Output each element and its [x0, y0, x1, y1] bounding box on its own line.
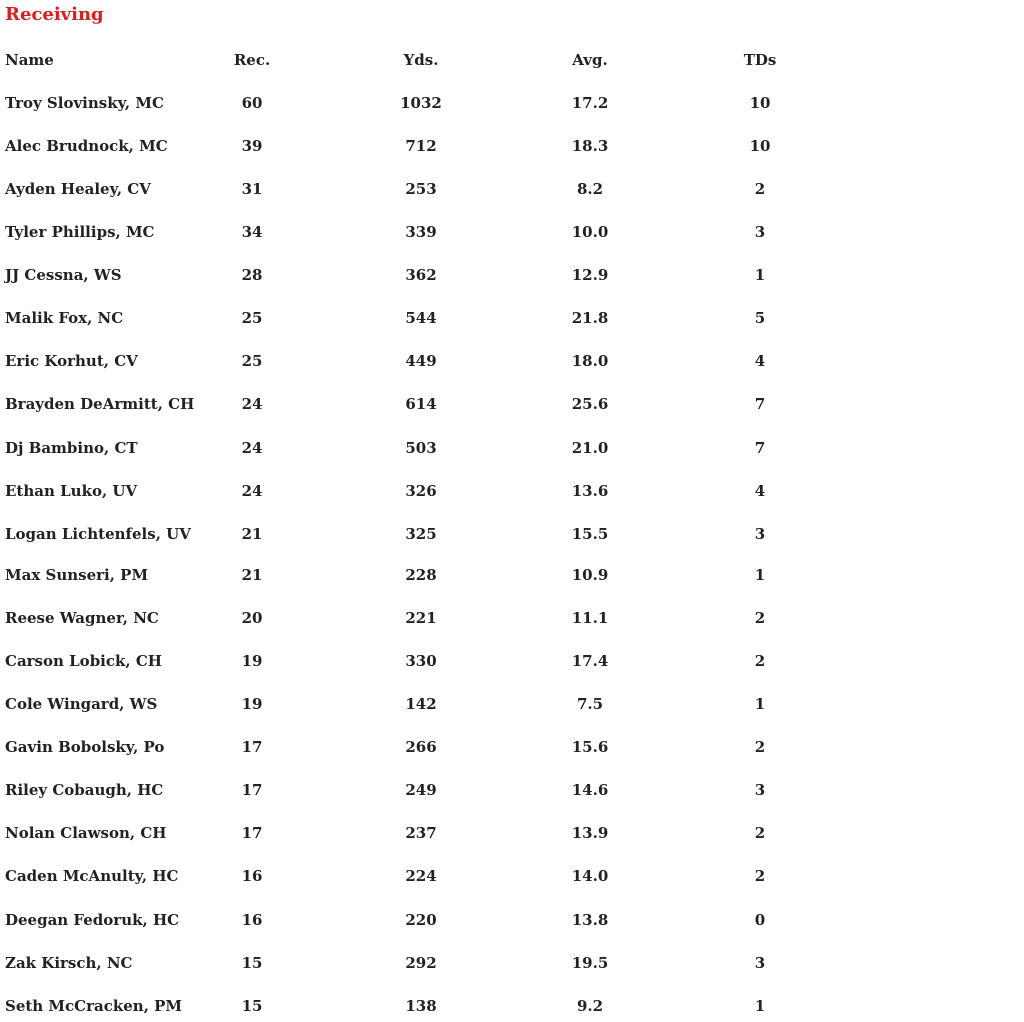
cell-touchdowns: 3 — [754, 954, 766, 972]
cell-touchdowns: 2 — [754, 180, 766, 198]
cell-average: 15.6 — [571, 738, 609, 756]
cell-average: 18.3 — [571, 137, 609, 155]
cell-average: 13.8 — [571, 911, 609, 929]
cell-receptions: 31 — [241, 180, 263, 198]
cell-player-name: Logan Lichtenfels, UV — [5, 525, 191, 543]
cell-player-name: Ethan Luko, UV — [5, 482, 138, 500]
cell-player-name: Nolan Clawson, CH — [5, 824, 167, 842]
cell-receptions: 34 — [241, 223, 263, 241]
cell-touchdowns: 1 — [754, 997, 766, 1015]
cell-receptions: 19 — [241, 652, 263, 670]
cell-touchdowns: 5 — [754, 309, 766, 327]
cell-yards: 224 — [405, 867, 437, 885]
header-name: Name — [5, 51, 54, 69]
table-row — [0, 436, 1024, 460]
cell-average: 17.4 — [571, 652, 609, 670]
header-avg: Avg. — [572, 51, 608, 69]
cell-yards: 221 — [405, 609, 437, 627]
cell-receptions: 19 — [241, 695, 263, 713]
table-row — [0, 908, 1024, 932]
cell-yards: 142 — [405, 695, 437, 713]
cell-receptions: 39 — [241, 137, 263, 155]
cell-yards: 228 — [405, 566, 437, 584]
cell-yards: 292 — [405, 954, 437, 972]
cell-yards: 362 — [405, 266, 437, 284]
table-row — [0, 735, 1024, 759]
header-rec: Rec. — [233, 51, 271, 69]
table-row — [0, 778, 1024, 802]
cell-touchdowns: 1 — [754, 695, 766, 713]
cell-yards: 325 — [405, 525, 437, 543]
cell-receptions: 24 — [241, 395, 263, 413]
cell-touchdowns: 4 — [754, 482, 766, 500]
table-row — [0, 392, 1024, 416]
cell-player-name: Max Sunseri, PM — [5, 566, 149, 584]
cell-player-name: Malik Fox, NC — [5, 309, 124, 327]
cell-average: 13.6 — [571, 482, 609, 500]
cell-touchdowns: 2 — [754, 867, 766, 885]
cell-player-name: Tyler Phillips, MC — [5, 223, 155, 241]
cell-player-name: Riley Cobaugh, HC — [5, 781, 164, 799]
table-row — [0, 649, 1024, 673]
cell-player-name: Seth McCracken, PM — [5, 997, 183, 1015]
cell-average: 15.5 — [571, 525, 609, 543]
cell-touchdowns: 10 — [749, 94, 771, 112]
cell-receptions: 15 — [241, 954, 263, 972]
cell-average: 25.6 — [571, 395, 609, 413]
cell-receptions: 17 — [241, 738, 263, 756]
cell-touchdowns: 1 — [754, 566, 766, 584]
table-row — [0, 479, 1024, 503]
cell-player-name: Troy Slovinsky, MC — [5, 94, 164, 112]
cell-receptions: 16 — [241, 911, 263, 929]
cell-yards: 503 — [405, 439, 437, 457]
header-yds: Yds. — [403, 51, 439, 69]
cell-yards: 1032 — [400, 94, 442, 112]
cell-player-name: Carson Lobick, CH — [5, 652, 162, 670]
cell-receptions: 25 — [241, 352, 263, 370]
cell-receptions: 24 — [241, 482, 263, 500]
cell-receptions: 17 — [241, 781, 263, 799]
table-row — [0, 951, 1024, 975]
cell-average: 10.9 — [571, 566, 609, 584]
cell-player-name: Caden McAnulty, HC — [5, 867, 179, 885]
cell-player-name: JJ Cessna, WS — [5, 266, 122, 284]
cell-touchdowns: 2 — [754, 609, 766, 627]
cell-average: 19.5 — [571, 954, 609, 972]
cell-player-name: Gavin Bobolsky, Po — [5, 738, 165, 756]
cell-touchdowns: 2 — [754, 652, 766, 670]
cell-yards: 330 — [405, 652, 437, 670]
cell-touchdowns: 7 — [754, 395, 766, 413]
cell-player-name: Zak Kirsch, NC — [5, 954, 133, 972]
table-row — [0, 606, 1024, 630]
cell-yards: 237 — [405, 824, 437, 842]
cell-yards: 449 — [405, 352, 437, 370]
table-row — [0, 220, 1024, 244]
cell-yards: 614 — [405, 395, 437, 413]
cell-yards: 544 — [405, 309, 437, 327]
cell-receptions: 24 — [241, 439, 263, 457]
cell-touchdowns: 2 — [754, 824, 766, 842]
cell-yards: 220 — [405, 911, 437, 929]
cell-average: 10.0 — [571, 223, 609, 241]
cell-average: 14.0 — [571, 867, 609, 885]
cell-receptions: 16 — [241, 867, 263, 885]
table-row — [0, 263, 1024, 287]
cell-receptions: 28 — [241, 266, 263, 284]
cell-touchdowns: 3 — [754, 781, 766, 799]
cell-touchdowns: 4 — [754, 352, 766, 370]
cell-average: 11.1 — [571, 609, 609, 627]
cell-touchdowns: 1 — [754, 266, 766, 284]
cell-average: 7.5 — [576, 695, 604, 713]
cell-average: 13.9 — [571, 824, 609, 842]
cell-receptions: 60 — [241, 94, 263, 112]
cell-receptions: 21 — [241, 566, 263, 584]
table-header-row — [0, 48, 1024, 72]
table-row — [0, 349, 1024, 373]
cell-average: 9.2 — [576, 997, 604, 1015]
table-row — [0, 692, 1024, 716]
cell-receptions: 21 — [241, 525, 263, 543]
cell-touchdowns: 3 — [754, 525, 766, 543]
table-row — [0, 91, 1024, 115]
cell-yards: 326 — [405, 482, 437, 500]
table-row — [0, 563, 1024, 587]
cell-average: 14.6 — [571, 781, 609, 799]
cell-player-name: Ayden Healey, CV — [5, 180, 151, 198]
cell-average: 21.8 — [571, 309, 609, 327]
cell-average: 21.0 — [571, 439, 609, 457]
cell-player-name: Dj Bambino, CT — [5, 439, 138, 457]
cell-receptions: 15 — [241, 997, 263, 1015]
cell-touchdowns: 2 — [754, 738, 766, 756]
cell-average: 17.2 — [571, 94, 609, 112]
cell-average: 8.2 — [576, 180, 604, 198]
cell-touchdowns: 3 — [754, 223, 766, 241]
table-row — [0, 864, 1024, 888]
table-row — [0, 177, 1024, 201]
cell-player-name: Reese Wagner, NC — [5, 609, 159, 627]
cell-average: 12.9 — [571, 266, 609, 284]
cell-yards: 266 — [405, 738, 437, 756]
cell-player-name: Alec Brudnock, MC — [5, 137, 168, 155]
cell-yards: 712 — [405, 137, 437, 155]
table-row — [0, 522, 1024, 546]
cell-player-name: Cole Wingard, WS — [5, 695, 158, 713]
cell-yards: 138 — [405, 997, 437, 1015]
cell-player-name: Eric Korhut, CV — [5, 352, 138, 370]
table-row — [0, 134, 1024, 158]
cell-touchdowns: 0 — [754, 911, 766, 929]
cell-receptions: 20 — [241, 609, 263, 627]
table-row — [0, 994, 1024, 1018]
cell-average: 18.0 — [571, 352, 609, 370]
cell-yards: 339 — [405, 223, 437, 241]
cell-player-name: Brayden DeArmitt, CH — [5, 395, 195, 413]
section-title: Receiving — [5, 4, 104, 25]
cell-yards: 249 — [405, 781, 437, 799]
cell-player-name: Deegan Fedoruk, HC — [5, 911, 180, 929]
header-tds: TDs — [743, 51, 777, 69]
cell-yards: 253 — [405, 180, 437, 198]
table-row — [0, 821, 1024, 845]
cell-touchdowns: 10 — [749, 137, 771, 155]
cell-receptions: 25 — [241, 309, 263, 327]
table-row — [0, 306, 1024, 330]
cell-receptions: 17 — [241, 824, 263, 842]
cell-touchdowns: 7 — [754, 439, 766, 457]
